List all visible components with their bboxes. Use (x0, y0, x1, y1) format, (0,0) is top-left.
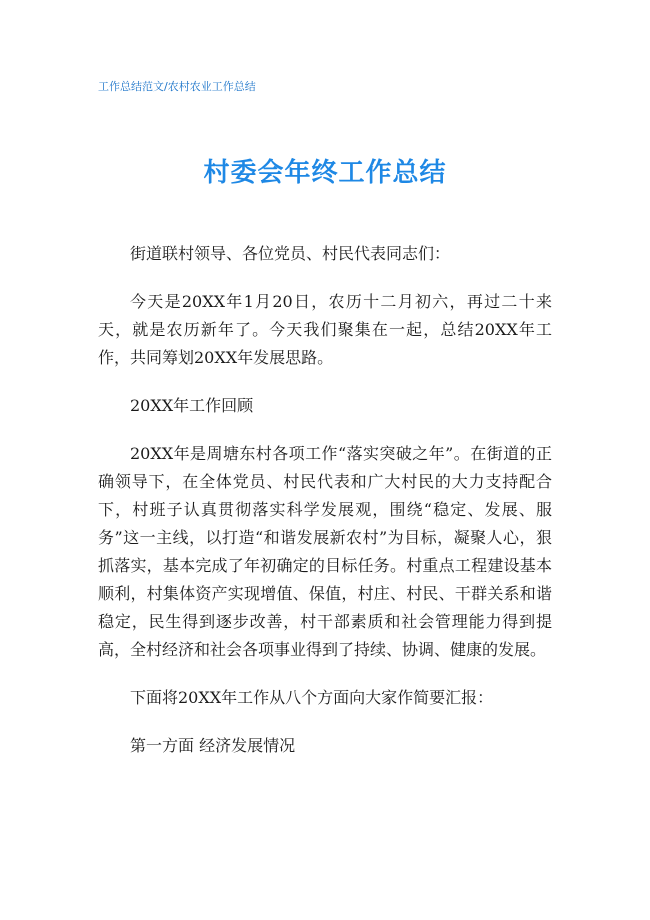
paragraph-section-heading: 20XX年工作回顾 (130, 396, 254, 415)
paragraph-report-intro: 下面将20XX年工作从八个方面向大家作简要汇报： (130, 688, 494, 707)
document-body (98, 240, 552, 760)
paragraph-review: 20XX年是周塘东村各项工作“落实突破之年”。在街道的正确领导下，在全体党员、村民代表和广大村民的大力支持配合下，村班子认真贯彻落实科学发展观，围绕“稳定、发展、服务”这一主线，以打造“和谐发展新农村”为目标，凝聚人心，狠抓落实，基本完成了年初确定的目标任务。村重点工程建设基本顺利，村集体资产实现增值、保值，村庄、村民、干群关系和谐稳定，民生得到逐步改善，村干部素质和社会管理能力得到提高，全村经济和社会各项事业得到了持续、协调、健康的发展。 (98, 444, 552, 659)
paragraph-salutation: 街道联村领导、各位党员、村民代表同志们： (130, 244, 451, 263)
paragraph-subsection-heading: 第一方面 经济发展情况 (130, 736, 296, 755)
paragraph-intro: 今天是20XX年1月20日，农历十二月初六，再过二十来天，就是农历新年了。今天我们聚集在一起，总结20XX年工作，共同筹划20XX年发展思路。 (98, 292, 552, 367)
breadcrumb[interactable]: 工作总结范文/农村农业工作总结 (98, 80, 256, 93)
page-title: 村委会年终工作总结 (203, 158, 447, 188)
